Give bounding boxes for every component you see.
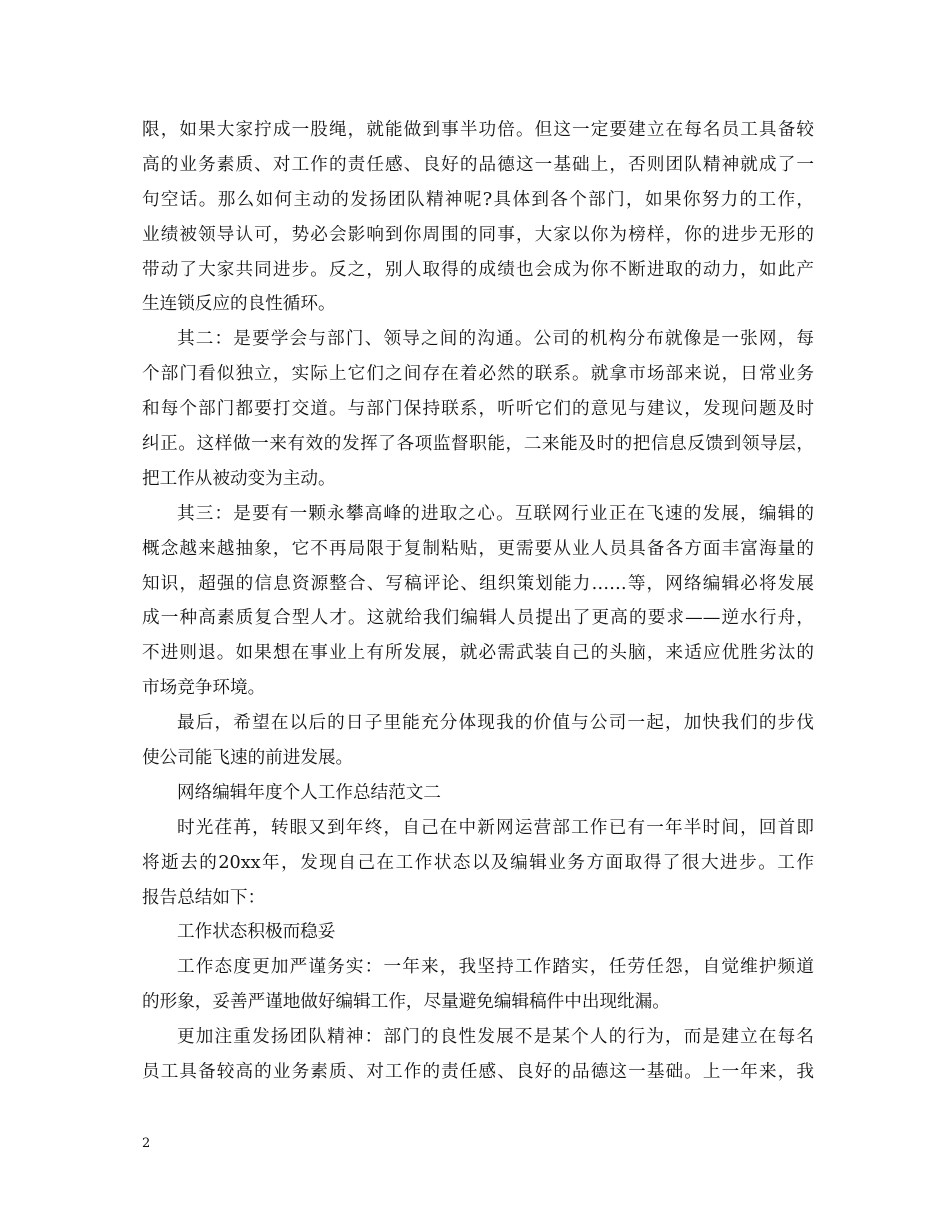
text-line: 的形象，妥善严谨地做好编辑工作，尽量避免编辑稿件中出现纰漏。 bbox=[142, 992, 670, 1013]
text-line: 和每个部门都要打交道。与部门保持联系，听听它们的意见与建议，发现问题及时 bbox=[142, 399, 814, 420]
page-number: 2 bbox=[142, 1136, 151, 1151]
text-line: 市场竞争环境。 bbox=[142, 678, 266, 699]
text-line: 时光荏苒，转眼又到年终，自己在中新网运营部工作已有一年半时间，回首即 bbox=[177, 817, 814, 838]
text-line: 纠正。这样做一来有效的发挥了各项监督职能，二来能及时的把信息反馈到领导层， bbox=[142, 434, 814, 455]
text-line: 限，如果大家拧成一股绳，就能做到事半功倍。但这一定要建立在每名员工具备较 bbox=[142, 120, 814, 140]
text-line: 业绩被领导认可，势必会影响到你周围的同事，大家以你为榜样，你的进步无形的 bbox=[142, 224, 814, 245]
text-line: 其三：是要有一颗永攀高峰的进取之心。互联网行业正在飞速的发展，编辑的 bbox=[177, 503, 814, 524]
document-body bbox=[142, 113, 814, 1090]
text-line: 不进则退。如果想在事业上有所发展，就必需武装自己的头脑，来适应优胜劣汰的 bbox=[142, 643, 814, 664]
text-line: 使公司能飞速的前进发展。 bbox=[142, 748, 354, 769]
text-line: 更加注重发扬团队精神：部门的良性发展不是某个人的行为，而是建立在每名 bbox=[177, 1027, 814, 1048]
text-line: 句空话。那么如何主动的发扬团队精神呢?具体到各个部门，如果你努力的工作， bbox=[142, 189, 814, 210]
text-line: 网络编辑年度个人工作总结范文二 bbox=[177, 782, 441, 803]
text-line: 工作状态积极而稳妥 bbox=[177, 922, 336, 943]
text-line: 生连锁反应的良性循环。 bbox=[142, 294, 336, 315]
text-line: 其二：是要学会与部门、领导之间的沟通。公司的机构分布就像是一张网，每 bbox=[177, 329, 814, 350]
text-line: 成一种高素质复合型人才。这就给我们编辑人员提出了更高的要求——逆水行舟， bbox=[142, 608, 814, 629]
text-line: 最后，希望在以后的日子里能充分体现我的价值与公司一起，加快我们的步伐 bbox=[177, 713, 814, 734]
text-line: 带动了大家共同进步。反之，别人取得的成绩也会成为你不断进取的动力，如此产 bbox=[142, 259, 814, 280]
text-line: 个部门看似独立，实际上它们之间存在着必然的联系。就拿市场部来说，日常业务 bbox=[142, 364, 814, 385]
text-line: 报告总结如下： bbox=[142, 887, 266, 908]
text-line: 概念越来越抽象，它不再局限于复制粘贴，更需要从业人员具备各方面丰富海量的 bbox=[142, 538, 814, 559]
text-line: 高的业务素质、对工作的责任感、良好的品德这一基础上，否则团队精神就成了一 bbox=[142, 154, 814, 175]
text-line: 知识，超强的信息资源整合、写稿评论、组织策划能力……等，网络编辑必将发展 bbox=[142, 573, 814, 594]
text-line: 员工具备较高的业务素质、对工作的责任感、良好的品德这一基础。上一年来，我 bbox=[142, 1062, 814, 1083]
text-line: 将逝去的20xx年，发现自己在工作状态以及编辑业务方面取得了很大进步。工作 bbox=[142, 852, 814, 873]
text-line: 工作态度更加严谨务实：一年来，我坚持工作踏实，任劳任怨，自觉维护频道 bbox=[177, 957, 814, 978]
text-line: 把工作从被动变为主动。 bbox=[142, 468, 336, 489]
